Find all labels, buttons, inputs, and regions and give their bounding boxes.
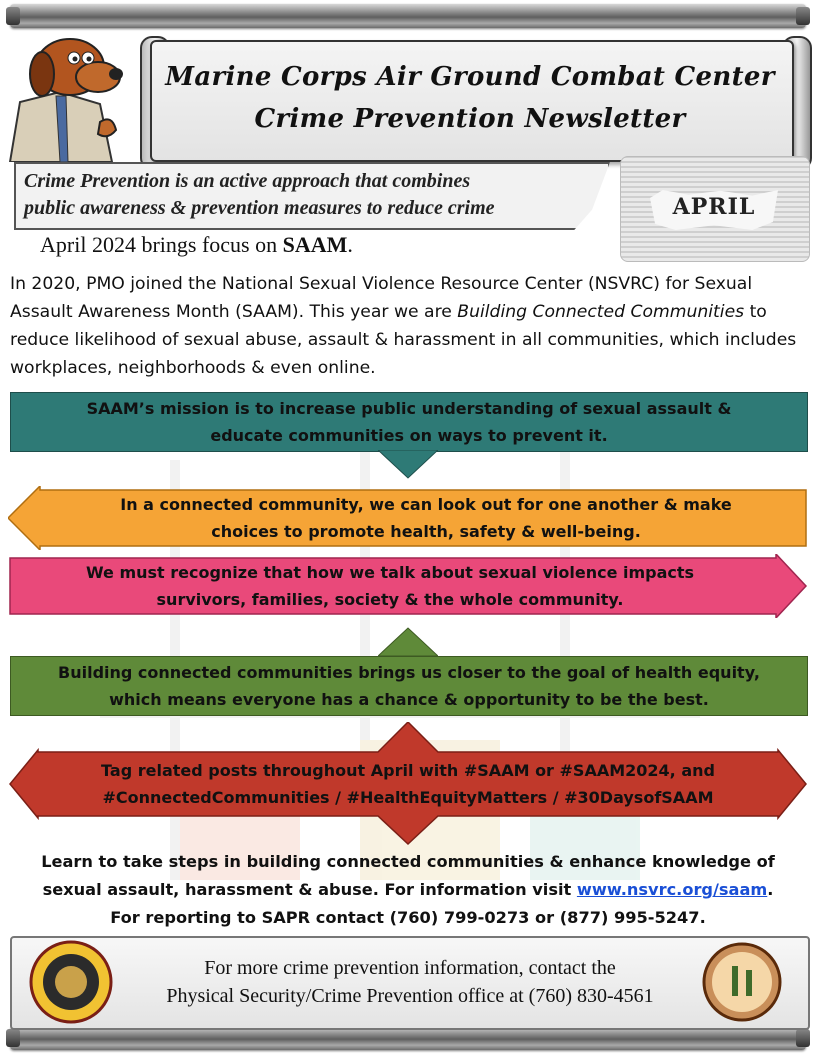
nsvrc-link[interactable]: www.nsvrc.org/saam bbox=[576, 880, 768, 899]
connected-box: In a connected community, we can look out for one another & make choices to promote health, safety & well-being. bbox=[120, 495, 732, 541]
definition-banner-text: Crime Prevention is an active approach that combines public awareness & prevention measures to reduce crime bbox=[24, 170, 495, 219]
equity-box: Building connected communities brings us closer to the goal of health equity, which means everyone has a chance & opportunity to be the best. bbox=[10, 656, 808, 716]
recognize-box: We must recognize that how we talk about sexual violence impacts survivors, families, society & the whole community. bbox=[85, 563, 695, 609]
newsletter-title-line1: Marine Corps Air Ground Combat Center bbox=[165, 62, 775, 92]
mission-box: SAAM’s mission is to increase public understanding of sexual assault & educate communities on ways to prevent it. bbox=[10, 392, 808, 452]
crime-dog-mascot-illustration bbox=[0, 22, 150, 162]
down-arrow-icon bbox=[378, 450, 438, 480]
intro-paragraph: In 2020, PMO joined the National Sexual Violence Resource Center (NSVRC) for Sexual Assault Awareness Month (SAAM). This year we are Building Connected Communities to reduce likelihood of sexual abuse, assault & harassment in all communities, which includes workplaces, neighborhoods & even online. bbox=[10, 274, 797, 378]
up-arrow-icon bbox=[378, 626, 438, 656]
physical-security-seal-icon bbox=[26, 940, 116, 1024]
closing-text: Learn to take steps in building connected communities & enhance knowledge of sexual assault, harassment & abuse. For information visit www.nsvrc.org/saam. For reporting to SAPR contact (760) 799-0273 or (877) 995-5247. bbox=[41, 852, 775, 927]
month-label: APRIL bbox=[672, 194, 756, 220]
newsletter-title-line2: Crime Prevention Newsletter bbox=[254, 104, 686, 134]
installation-seal-icon bbox=[700, 942, 784, 1022]
focus-heading: April 2024 brings focus on SAAM. bbox=[40, 232, 353, 257]
title-scroll bbox=[150, 40, 794, 162]
footer-contact-text: For more crime prevention information, contact the Physical Security/Crime Prevention office at (760) 830-4561 bbox=[166, 957, 654, 1007]
crime-prevention-term: Crime Prevention bbox=[24, 170, 171, 192]
tags-box: Tag related posts throughout April with #SAAM or #SAAM2024, and #ConnectedCommunities / #HealthEquityMatters / #30DaysofSAAM bbox=[101, 761, 715, 807]
